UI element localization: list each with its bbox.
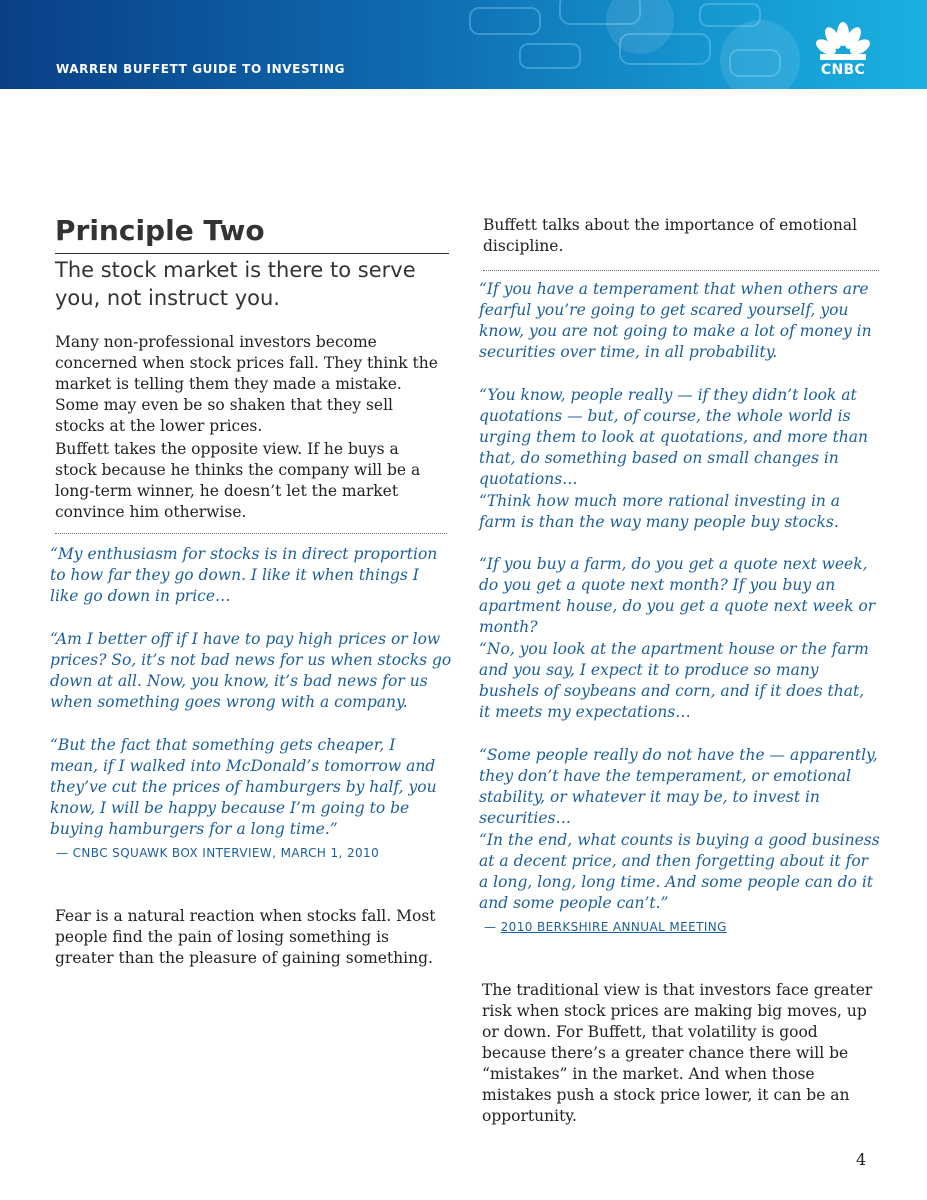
- quote-farm: “Think how much more rational investing in a farm is than the way many people buy stocks.: [479, 492, 841, 531]
- quote-quotations: “You know, people really — if they didn’t look at quotations — but, of course, the whole world is urging them to look at quotations, and more than that, do something based on small changes in quotations…: [479, 386, 868, 488]
- header-banner: [0, 0, 927, 89]
- quote-temperament: “If you have a temperament that when others are fearful you’re going to get scared yourself, you know, you are not going to make a lot of money in securities over time, in all probability.: [479, 280, 872, 361]
- fear-paragraph: Fear is a natural reaction when stocks fall. Most people find the pain of losing something is greater than the pleasure of gaining something.: [55, 907, 436, 967]
- quote-better-off: “Am I better off if I have to pay high prices or low prices? So, it’s not bad news for us when stocks go down at all. Now, you know, it’s bad news for us when something goes wrong with a company.: [50, 630, 452, 711]
- principle-heading: Principle Two: [55, 214, 265, 247]
- intro-paragraph: Many non-professional investors become concerned when stock prices fall. They think the market is telling them they made a mistake. Some may even be so shaken that they sell stocks at the lower prices.: [55, 333, 438, 435]
- quote-enthusiasm: “My enthusiasm for stocks is in direct proportion to how far they go down. I like it when things I like go down in price…: [50, 545, 438, 605]
- attribution-berkshire: [484, 920, 727, 934]
- quote-apartment-house: “No, you look at the apartment house or the farm and you say, I expect it to produce so many bushels of soybeans and corn, and if it does that, it meets my expectations…: [479, 640, 869, 721]
- heading-underline: [55, 253, 449, 254]
- quote-mcdonalds: “But the fact that something gets cheaper, I mean, if I walked into McDonald’s tomorrow and they’ve cut the prices of hamburgers by half, you know, I will be happy because I’m going to be buying hamburgers for a long time.”: [50, 736, 437, 838]
- berkshire-meeting-link[interactable]: 2010 BERKSHIRE ANNUAL MEETING: [500, 920, 727, 934]
- discipline-intro: Buffett talks about the importance of emotional discipline.: [483, 216, 858, 255]
- dotted-divider: [55, 533, 447, 534]
- logo-text: CNBC: [820, 62, 866, 78]
- attribution-squawk-box: — CNBC SQUAWK BOX INTERVIEW, MARCH 1, 2010: [56, 846, 380, 860]
- dotted-divider-right: [483, 270, 879, 271]
- volatility-paragraph: The traditional view is that investors face greater risk when stock prices are making big moves, up or down. For Buffett, that volatility is good because there’s a greater chance there will be “mistakes” in the market. And when those mistakes push a stock price lower, it can be an opportunity.: [482, 981, 873, 1125]
- header-title: WARREN BUFFETT GUIDE TO INVESTING: [56, 62, 346, 76]
- principle-subtitle: The stock market is there to serve you, not instruct you.: [55, 258, 416, 310]
- page-number: 4: [856, 1150, 867, 1169]
- peacock-icon: [806, 20, 880, 64]
- attribution-dash: —: [484, 920, 501, 934]
- quote-buy-farm: “If you buy a farm, do you get a quote next week, do you get a quote next month? If you buy an apartment house, do you get a quote next week or month?: [479, 555, 876, 636]
- quote-emotional-stability: “Some people really do not have the — apparently, they don’t have the temperament, or emotional stability, or whatever it may be, to invest in securities…: [479, 746, 878, 827]
- cnbc-logo[interactable]: [806, 20, 880, 80]
- quote-in-the-end: “In the end, what counts is buying a good business at a decent price, and then forgetting about it for a long, long, long time. And some people can do it and some people can’t.”: [479, 831, 880, 912]
- buffett-view-paragraph: Buffett takes the opposite view. If he buys a stock because he thinks the company will be a long-term winner, he doesn’t let the market convince him otherwise.: [55, 440, 421, 521]
